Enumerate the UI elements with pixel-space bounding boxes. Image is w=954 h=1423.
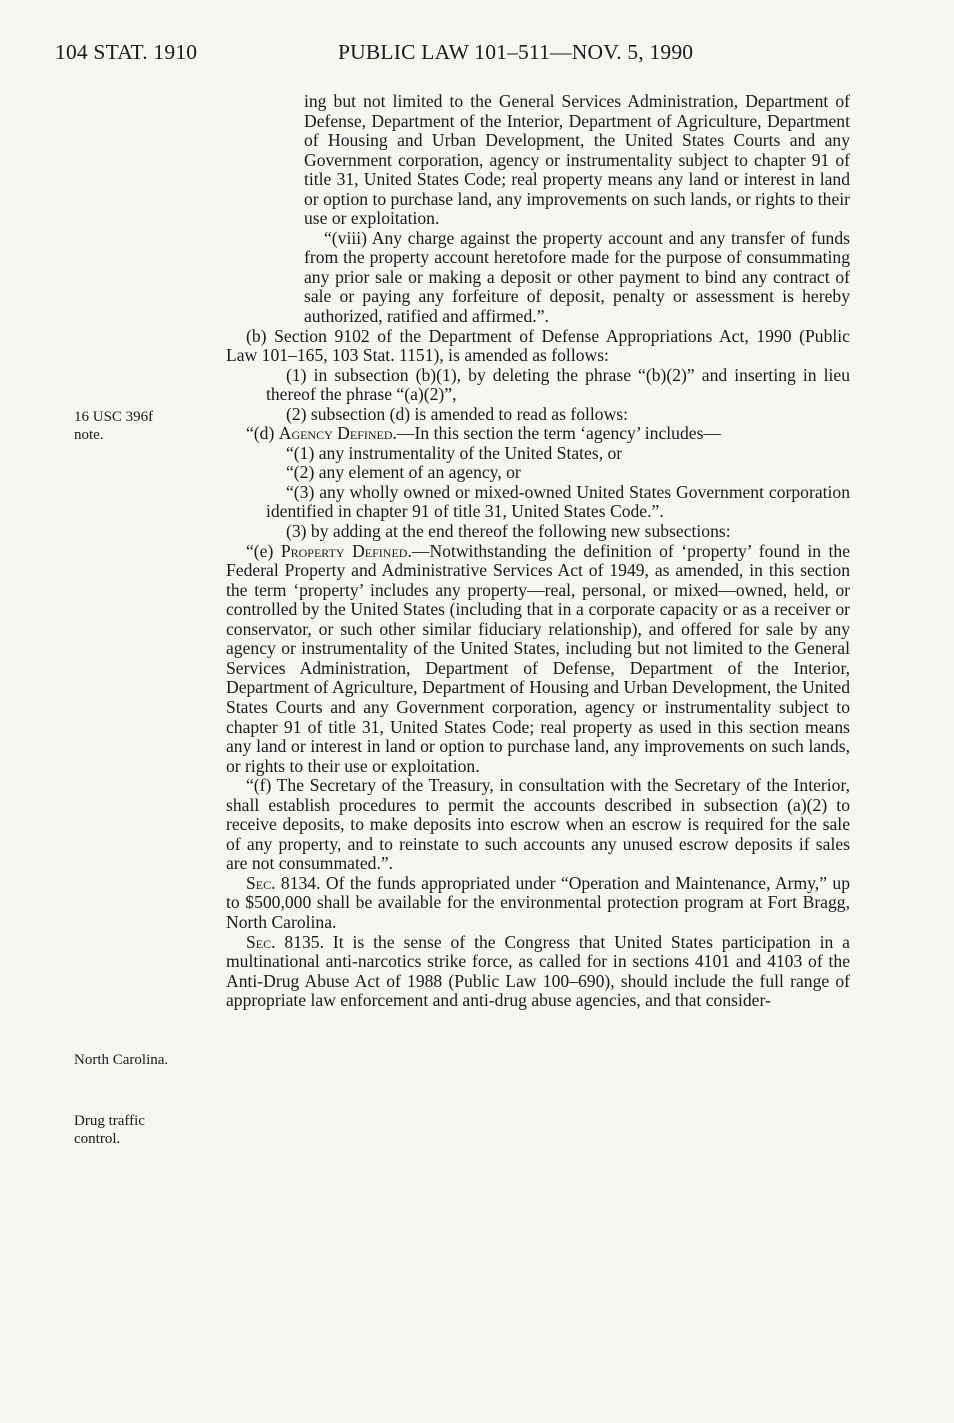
document-body (226, 92, 850, 1011)
margin-note-usc-line1: 16 USC 396f (74, 409, 154, 425)
subsection-d-item-3: “(3) any wholly owned or mixed-owned United States Government corporation identified in chapter 91 of title 31, United States Code.”. (266, 481, 850, 522)
subsection-e-text: —Notwithstanding the definition of ‘property’ found in the Federal Property and Administrative Services Act of 1949, as amended, in this section the term ‘property’ includes any property—real, personal, or mixed—owned, held, or controlled by the United States (including that in a corporate capacity or as a receiver or conservator, or such other similar fiduciary relationship), and offered for sale by any agency or instrumentality of the United States, including but not limited to the General Services Administration, Department of Defense, Department of the Interior, Department of Agriculture, Department of Housing and Urban Development, the United States Courts and any Government corporation, agency or instrumentality subject to chapter 91 of title 31, United States Code; real property as used in this section means any land or interest in land or option to purchase land, any improvements on such lands, or rights to their use or exploitation. (226, 540, 851, 776)
public-law-header: PUBLIC LAW 101–511—NOV. 5, 1990 (338, 40, 694, 64)
paragraph-2: (2) subsection (d) is amended to read as follows: (286, 403, 629, 424)
subsection-e-heading: Property Defined. (280, 540, 412, 561)
margin-note-usc (74, 408, 204, 444)
subsection-d-heading: Agency Defined. (278, 423, 397, 444)
paragraph-viii: “(viii) Any charge against the property account and any transfer of funds from the property account heretofore made for the purpose of consummating any prior sale or making a deposit or other payment to bind any contract of sale or paying any forfeiture of deposit, penalty or assessment is hereby authorized, ratified and affirmed.”. (304, 227, 850, 327)
margin-note-north-carolina: North Carolina. (74, 1052, 169, 1068)
subsection-d-text: —In this section the term ‘agency’ includes— (396, 423, 722, 444)
subsection-e (226, 542, 850, 777)
stat-page-reference: 104 STAT. 1910 (55, 40, 198, 64)
section-8134-label: Sec. (246, 872, 276, 893)
subsection-d (226, 424, 850, 444)
margin-note-drug-line2: control. (74, 1131, 121, 1147)
section-8134 (226, 874, 850, 933)
section-8134-text: 8134. Of the funds appropriated under “Operation and Maintenance, Army,” up to $500,000 shall be available for the environmental protection program at Fort Bragg, North Carolina. (226, 872, 850, 932)
subsection-e-prefix: “(e) (246, 540, 281, 561)
margin-note-drug-traffic (74, 1112, 204, 1148)
continued-paragraph: ing but not limited to the General Services Administration, Department of Defense, Department of the Interior, Department of Agriculture, Department of Housing and Urban Development, the United States Courts and any Government corporation, agency or instrumentality subject to chapter 91 of title 31, United States Code; real property means any land or interest in land or option to purchase land, any improvements on such lands, or rights to their use or exploitation. (304, 91, 850, 229)
paragraph-3: (3) by adding at the end thereof the following new subsections: (286, 521, 731, 542)
subsection-d-item-1: “(1) any instrumentality of the United States, or (286, 442, 623, 463)
subsection-d-item-2: “(2) any element of an agency, or (286, 462, 521, 483)
margin-note-drug-line1: Drug traffic (74, 1113, 145, 1129)
section-8135-label: Sec. (246, 931, 276, 952)
subsection-d-prefix: “(d) (246, 423, 279, 444)
margin-note-usc-line2: note. (74, 427, 104, 443)
paragraph-b: (b) Section 9102 of the Department of Defense Appropriations Act, 1990 (Public Law 101–165, 103 Stat. 1151), is amended as follows: (226, 325, 850, 366)
subsection-f: “(f) The Secretary of the Treasury, in consultation with the Secretary of the Interior, shall establish procedures to permit the accounts described in subsection (a)(2) to receive deposits, to make deposits into escrow when an escrow is required for the sale of any property, and to reinstate to such accounts any unused escrow deposits if sales are not consummated.”. (226, 775, 850, 874)
section-8135 (226, 933, 850, 1011)
paragraph-1: (1) in subsection (b)(1), by deleting the phrase “(b)(2)” and inserting in lieu thereof the phrase “(a)(2)”, (266, 364, 850, 405)
section-8135-text: 8135. It is the sense of the Congress that United States participation in a multinational anti-narcotics strike force, as called for in sections 4101 and 4103 of the Anti-Drug Abuse Act of 1988 (Public Law 100–690), should include the full range of appropriate law enforcement and anti-drug abuse agencies, and that consider- (226, 931, 850, 1011)
indented-block (226, 92, 850, 327)
